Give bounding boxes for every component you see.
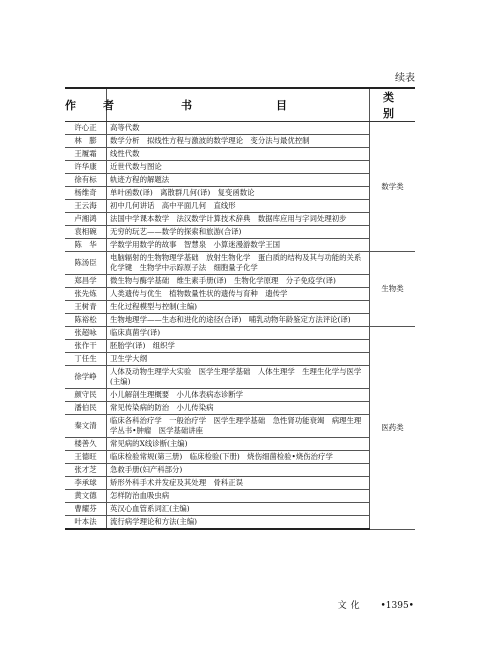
table-row — [65, 327, 415, 340]
author-cell: 林 膨 — [65, 135, 107, 148]
table-row — [65, 438, 415, 451]
book-titles-cell: 人类遗传与优生 植物数量性状的遗传与育种 遗传学 — [107, 288, 370, 301]
book-titles-cell: 流行病学理论和方法(主编) — [107, 516, 370, 530]
author-cell: 杨维奇 — [65, 187, 107, 200]
book-titles-cell: 急救手册(妇产科部分) — [107, 464, 370, 477]
author-cell: 张才芝 — [65, 464, 107, 477]
author-cell: 袁相碗 — [65, 226, 107, 239]
book-titles-cell: 胚胎学(译) 组织学 — [107, 340, 370, 353]
author-cell: 张先炼 — [65, 288, 107, 301]
author-cell: 王履霜 — [65, 148, 107, 161]
table-row — [65, 187, 415, 200]
category-column-header: 类 别 — [370, 88, 416, 122]
author-cell: 郑昌学 — [65, 275, 107, 288]
table-body — [65, 122, 415, 530]
page-footer — [338, 598, 414, 611]
table-row — [65, 389, 415, 402]
table-row — [65, 135, 415, 148]
author-cell: 许心正 — [65, 122, 107, 135]
book-titles-cell: 常见传染病的防治 小儿传染病 — [107, 402, 370, 415]
table-row — [65, 213, 415, 226]
book-titles-cell: 单叶函数(译) 离散群几何(译) 复变函数论 — [107, 187, 370, 200]
book-titles-cell: 常见病的X线诊断(主编) — [107, 438, 370, 451]
book-titles-cell: 怎样防治血吸虫病 — [107, 490, 370, 503]
table-header-row — [65, 88, 415, 122]
book-titles-cell: 生化过程模型与控制(主编) — [107, 301, 370, 314]
book-titles-cell: 电脑辐射的生物物理学基础 放射生物化学 蛋白质的结构及其与功能的关系 化学键 生物学中示踪原子法 细胞量子化学 — [107, 252, 370, 275]
book-titles-cell: 微生物与酶学基础 维生素手册(译) 生物化学原理 分子免疫学(译) — [107, 275, 370, 288]
table-row — [65, 122, 415, 135]
book-titles-cell: 临床各科治疗学 一般治疗学 医学生理学基础 急性肾功能衰竭 病理生理学丛书•肿瘤 医学基础讲座 — [107, 415, 370, 438]
book-titles-cell: 卫生学大纲 — [107, 353, 370, 366]
book-table — [65, 87, 421, 530]
table-row — [65, 301, 415, 314]
table-row — [65, 226, 415, 239]
table-row — [65, 464, 415, 477]
book-titles-cell: 学数学用数学的故事 智慧泉 小算迷漫游数学王国 — [107, 239, 370, 252]
author-cell: 黄文德 — [65, 490, 107, 503]
table-row — [65, 200, 415, 213]
book-titles-cell: 高等代数 — [107, 122, 370, 135]
table-row — [65, 415, 415, 438]
book-titles-cell: 近世代数与图论 — [107, 161, 370, 174]
author-cell: 徐有标 — [65, 174, 107, 187]
author-cell: 丁任生 — [65, 353, 107, 366]
continued-label: 续表 — [395, 73, 415, 84]
book-titles-cell: 线性代数 — [107, 148, 370, 161]
author-cell: 王德旺 — [65, 451, 107, 464]
table-row — [65, 503, 415, 516]
author-cell: 陈裕松 — [65, 314, 107, 327]
book-titles-cell: 初中几何讲话 高中平面几何 直线形 — [107, 200, 370, 213]
table-row — [65, 148, 415, 161]
table-row — [65, 252, 415, 275]
author-cell: 曹耀芬 — [65, 503, 107, 516]
table-row — [65, 340, 415, 353]
book-titles-cell: 临床真菌学(译) — [107, 327, 370, 340]
author-cell: 颜守民 — [65, 389, 107, 402]
category-cell: 数学类 — [370, 122, 416, 252]
table-row — [65, 402, 415, 415]
book-titles-cell: 法国中学课本数学 法汉数学计算技术辞典 数据库应用与字词处理初步 — [107, 213, 370, 226]
section-name: 文化 — [337, 601, 364, 611]
table-row — [65, 314, 415, 327]
book-titles-cell: 矫形外科手术并发症及其处理 骨科正误 — [107, 477, 370, 490]
table-row — [65, 174, 415, 187]
book-titles-cell: 英汉心血管系词汇(主编) — [107, 503, 370, 516]
table-row — [65, 275, 415, 288]
page-number: •1395• — [380, 601, 414, 611]
table-row — [65, 490, 415, 503]
author-cell: 许华康 — [65, 161, 107, 174]
author-cell: 李承球 — [65, 477, 107, 490]
book-titles-cell: 小儿解剖生理概要 小儿体表病态诊断学 — [107, 389, 370, 402]
author-cell: 张超咏 — [65, 327, 107, 340]
author-cell: 卢湘鸿 — [65, 213, 107, 226]
author-cell: 张作干 — [65, 340, 107, 353]
table-row — [65, 451, 415, 464]
table-row — [65, 161, 415, 174]
category-cell: 生物类 — [370, 252, 416, 327]
author-cell: 楼善久 — [65, 438, 107, 451]
author-column-header: 作 者 — [65, 88, 107, 122]
category-cell: 医药类 — [370, 327, 416, 530]
book-titles-cell: 轨迹方程的解题法 — [107, 174, 370, 187]
author-cell: 秦文清 — [65, 415, 107, 438]
book-titles-cell: 生物地理学——生态和进化的途径(合译) 哺乳动物年龄鉴定方法评论(译) — [107, 314, 370, 327]
table-row — [65, 516, 415, 530]
author-cell: 叶本法 — [65, 516, 107, 530]
book-titles-cell: 数学分析 拟线性方程与激波的数学理论 变分法与最优控制 — [107, 135, 370, 148]
author-cell: 王树青 — [65, 301, 107, 314]
book-titles-cell: 人体及动物生理学大实验 医学生理学基础 人体生理学 生理生化学与医学(主编) — [107, 366, 370, 389]
table-row — [65, 366, 415, 389]
author-cell: 徐学峥 — [65, 366, 107, 389]
author-cell: 潘伯民 — [65, 402, 107, 415]
book-titles-cell: 无穷的玩艺——数学的探索和旅游(合译) — [107, 226, 370, 239]
author-cell: 陈 华 — [65, 239, 107, 252]
table-row — [65, 353, 415, 366]
table-row — [65, 239, 415, 252]
book-titles-cell: 临床检验常规(第三册) 临床检验(下册) 烧伤细菌检验•烧伤治疗学 — [107, 451, 370, 464]
author-cell: 王云海 — [65, 200, 107, 213]
title-column-header: 书 目 — [107, 88, 370, 122]
table-row — [65, 288, 415, 301]
table-row — [65, 477, 415, 490]
author-cell: 陈汤臣 — [65, 252, 107, 275]
